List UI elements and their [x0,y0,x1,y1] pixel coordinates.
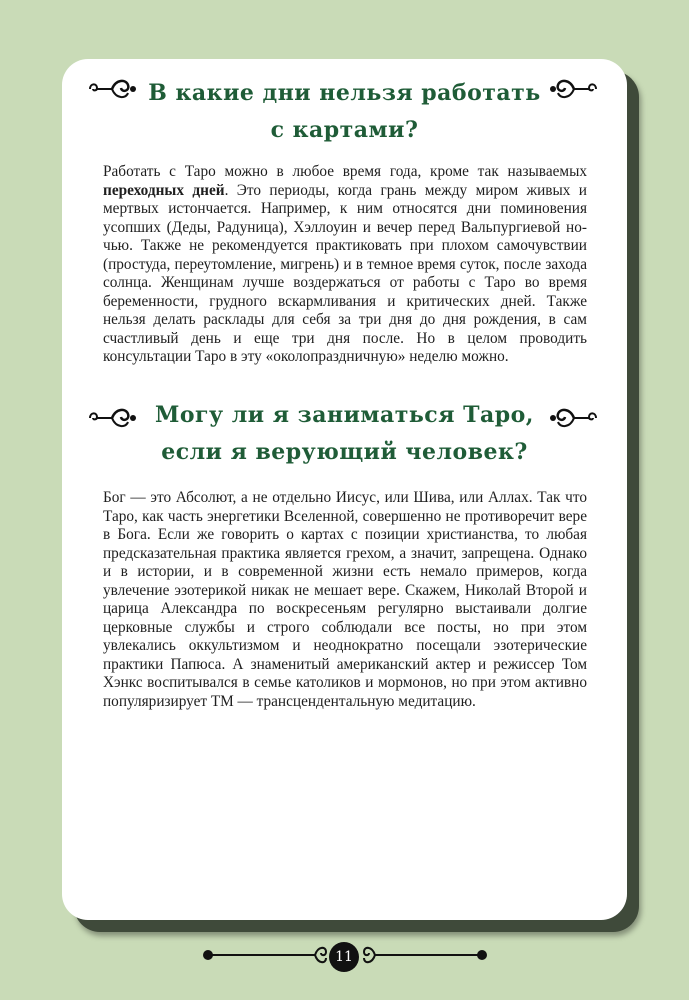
body-paragraph: Работать с Таро можно в любое время года, кроме так называемых переходных дней. Это периоды, когда грань между миром живых и мертвых истончается. Например, к ним относятся дни поминовения усопших (Деды, Радуница), Хэллоуин и вечер перед Вальпургиевой ночью. Также не рекомендуется практиковать при плохом самочувствии (простуда, переутомление, мигрень) и в темное время суток, после захода солнца. Женщинам лучше воздержаться от работы с Таро во время беременности, грудного вскармливания и критических дней. Также нельзя делать расклады для себя за три дня до дня рождения, в сам счастливый день и еще три дня после. Но в целом проводить консультации Таро в эту «околопраздничную» неделю можно. [103,163,587,365]
body-paragraph: Бог — это Абсолют, а не отдельно Иисус, или Шива, или Аллах. Так что Таро, как часть энергетики Вселенной, совершенно не противоречит вере в Бога. Если же говорить о картах с позиции христианства, то любая предсказательная практика является грехом, а значит, запрещена. Однако и в истории, и в современной жизни есть немало примеров, когда увлечение эзотерикой никак не мешает вере. Скажем, Николай Второй и царица Александра по воскресеньям регулярно выстаивали долгие церковные службы и строго соблюдали все посты, но при этом увлекались оккультизмом и неоднократно посещали эзотерические практики Папюса. А знаменитый американский актер и режиссер Том Хэнкс воспитывался в семье католиков и мормонов, но при этом активно популяризирует ТМ — трансцендентальную медитацию. [103,489,587,710]
heading-line: В какие дни нельзя работать [148,80,541,106]
bold-term: переходных дней [103,181,225,199]
page-number: 11 [329,942,359,972]
heading-line: Могу ли я заниматься Таро, [155,402,534,428]
section-heading [62,397,627,471]
section-heading [62,75,627,149]
heading-line: если я верующий человек? [161,439,528,465]
heading-line: с картами? [270,117,419,143]
page-card [62,59,627,920]
